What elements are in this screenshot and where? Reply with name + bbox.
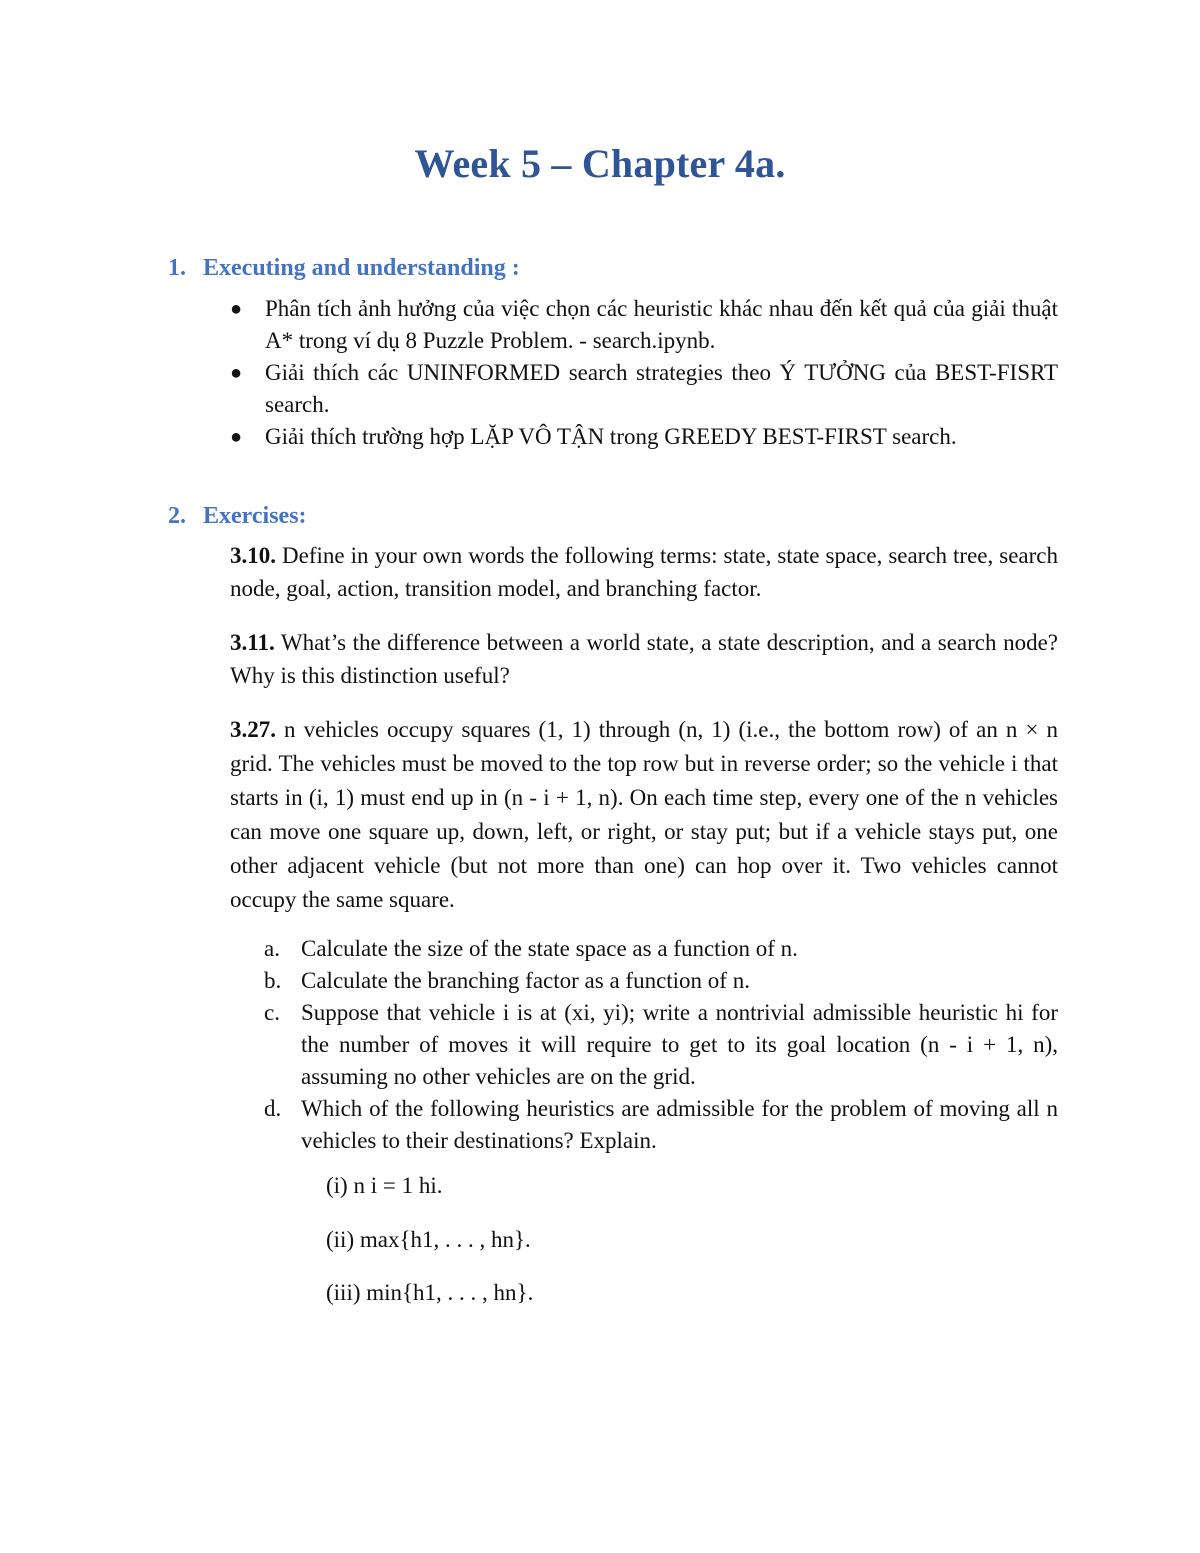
- bullet-item: [230, 421, 1058, 453]
- part-marker: a.: [264, 936, 280, 961]
- bullet-item: [230, 293, 1058, 357]
- part-marker: d.: [264, 1096, 282, 1121]
- exercise-text: n vehicles occupy squares (1, 1) through (n, 1) (i.e., the bottom row) of an n × n grid. The vehicles must be moved to the top row but in reverse order; so the vehicle i that starts in (i, 1) must end up in (n - i + 1, n). On each time step, every one of the n vehicles can move one square up, down, left, or right, or stay put; but if a vehicle stays put, one other adjacent vehicle (but not more than one) can hop over it. Two vehicles cannot occupy the same square.: [230, 717, 1058, 912]
- exercise-3-11: [230, 626, 1058, 692]
- exercise-id: 3.10.: [230, 543, 276, 568]
- bullet-text: Phân tích ảnh hưởng của việc chọn các heuristic khác nhau đến kết quả của giải thuật A* trong ví dụ 8 Puzzle Problem. - search.ipynb.: [265, 296, 1058, 353]
- section-2-heading: [168, 503, 307, 530]
- part-marker: b.: [264, 968, 282, 993]
- bullet-icon: ●: [230, 426, 243, 448]
- exercise-id: 3.11.: [230, 630, 275, 655]
- exercise-part: [264, 965, 1058, 997]
- section-1-number: 1.: [168, 255, 186, 281]
- exercise-3-10: [230, 539, 1058, 605]
- subpart-ii: (ii) max{h1, . . . , hn}.: [326, 1227, 531, 1252]
- exercise-part: [264, 997, 1058, 1093]
- exercise-part: [264, 933, 1058, 965]
- exercise-text: Define in your own words the following terms: state, state space, search tree, search node, goal, action, transition model, and branching factor.: [230, 543, 1058, 601]
- part-text: Suppose that vehicle i is at (xi, yi); write a nontrivial admissible heuristic hi for the number of moves it will require to get to its goal location (n - i + 1, n), assuming no other vehicles are on the grid.: [301, 1000, 1058, 1089]
- section-1-heading: [168, 255, 520, 282]
- bullet-text: Giải thích trường hợp LẶP VÔ TẬN trong GREEDY BEST-FIRST search.: [265, 424, 957, 449]
- exercise-3-27: [230, 713, 1058, 917]
- section-2-number: 2.: [168, 503, 186, 529]
- bullet-icon: ●: [230, 362, 243, 384]
- bullet-icon: ●: [230, 298, 243, 320]
- bullet-item: [230, 357, 1058, 421]
- section-1-bullet-list: [230, 293, 1058, 453]
- subpart-iii: (iii) min{h1, . . . , hn}.: [326, 1280, 534, 1305]
- exercise-text: What’s the difference between a world state, a state description, and a search node? Why is this distinction useful?: [230, 630, 1058, 688]
- section-2-title: Exercises:: [203, 503, 307, 529]
- exercise-part: [264, 1093, 1058, 1157]
- section-1-title: Executing and understanding :: [203, 255, 520, 281]
- bullet-text: Giải thích các UNINFORMED search strategies theo Ý TƯỞNG của BEST-FISRT search.: [265, 360, 1058, 417]
- part-text: Calculate the size of the state space as a function of n.: [301, 936, 798, 961]
- exercise-parts-list: [264, 933, 1058, 1157]
- part-text: Which of the following heuristics are admissible for the problem of moving all n vehicles to their destinations? Explain.: [301, 1096, 1058, 1153]
- subpart-i: (i) n i = 1 hi.: [326, 1173, 443, 1198]
- part-marker: c.: [264, 1000, 280, 1025]
- part-text: Calculate the branching factor as a function of n.: [301, 968, 750, 993]
- exercise-id: 3.27.: [230, 717, 276, 742]
- page-title: Week 5 – Chapter 4a.: [414, 141, 786, 186]
